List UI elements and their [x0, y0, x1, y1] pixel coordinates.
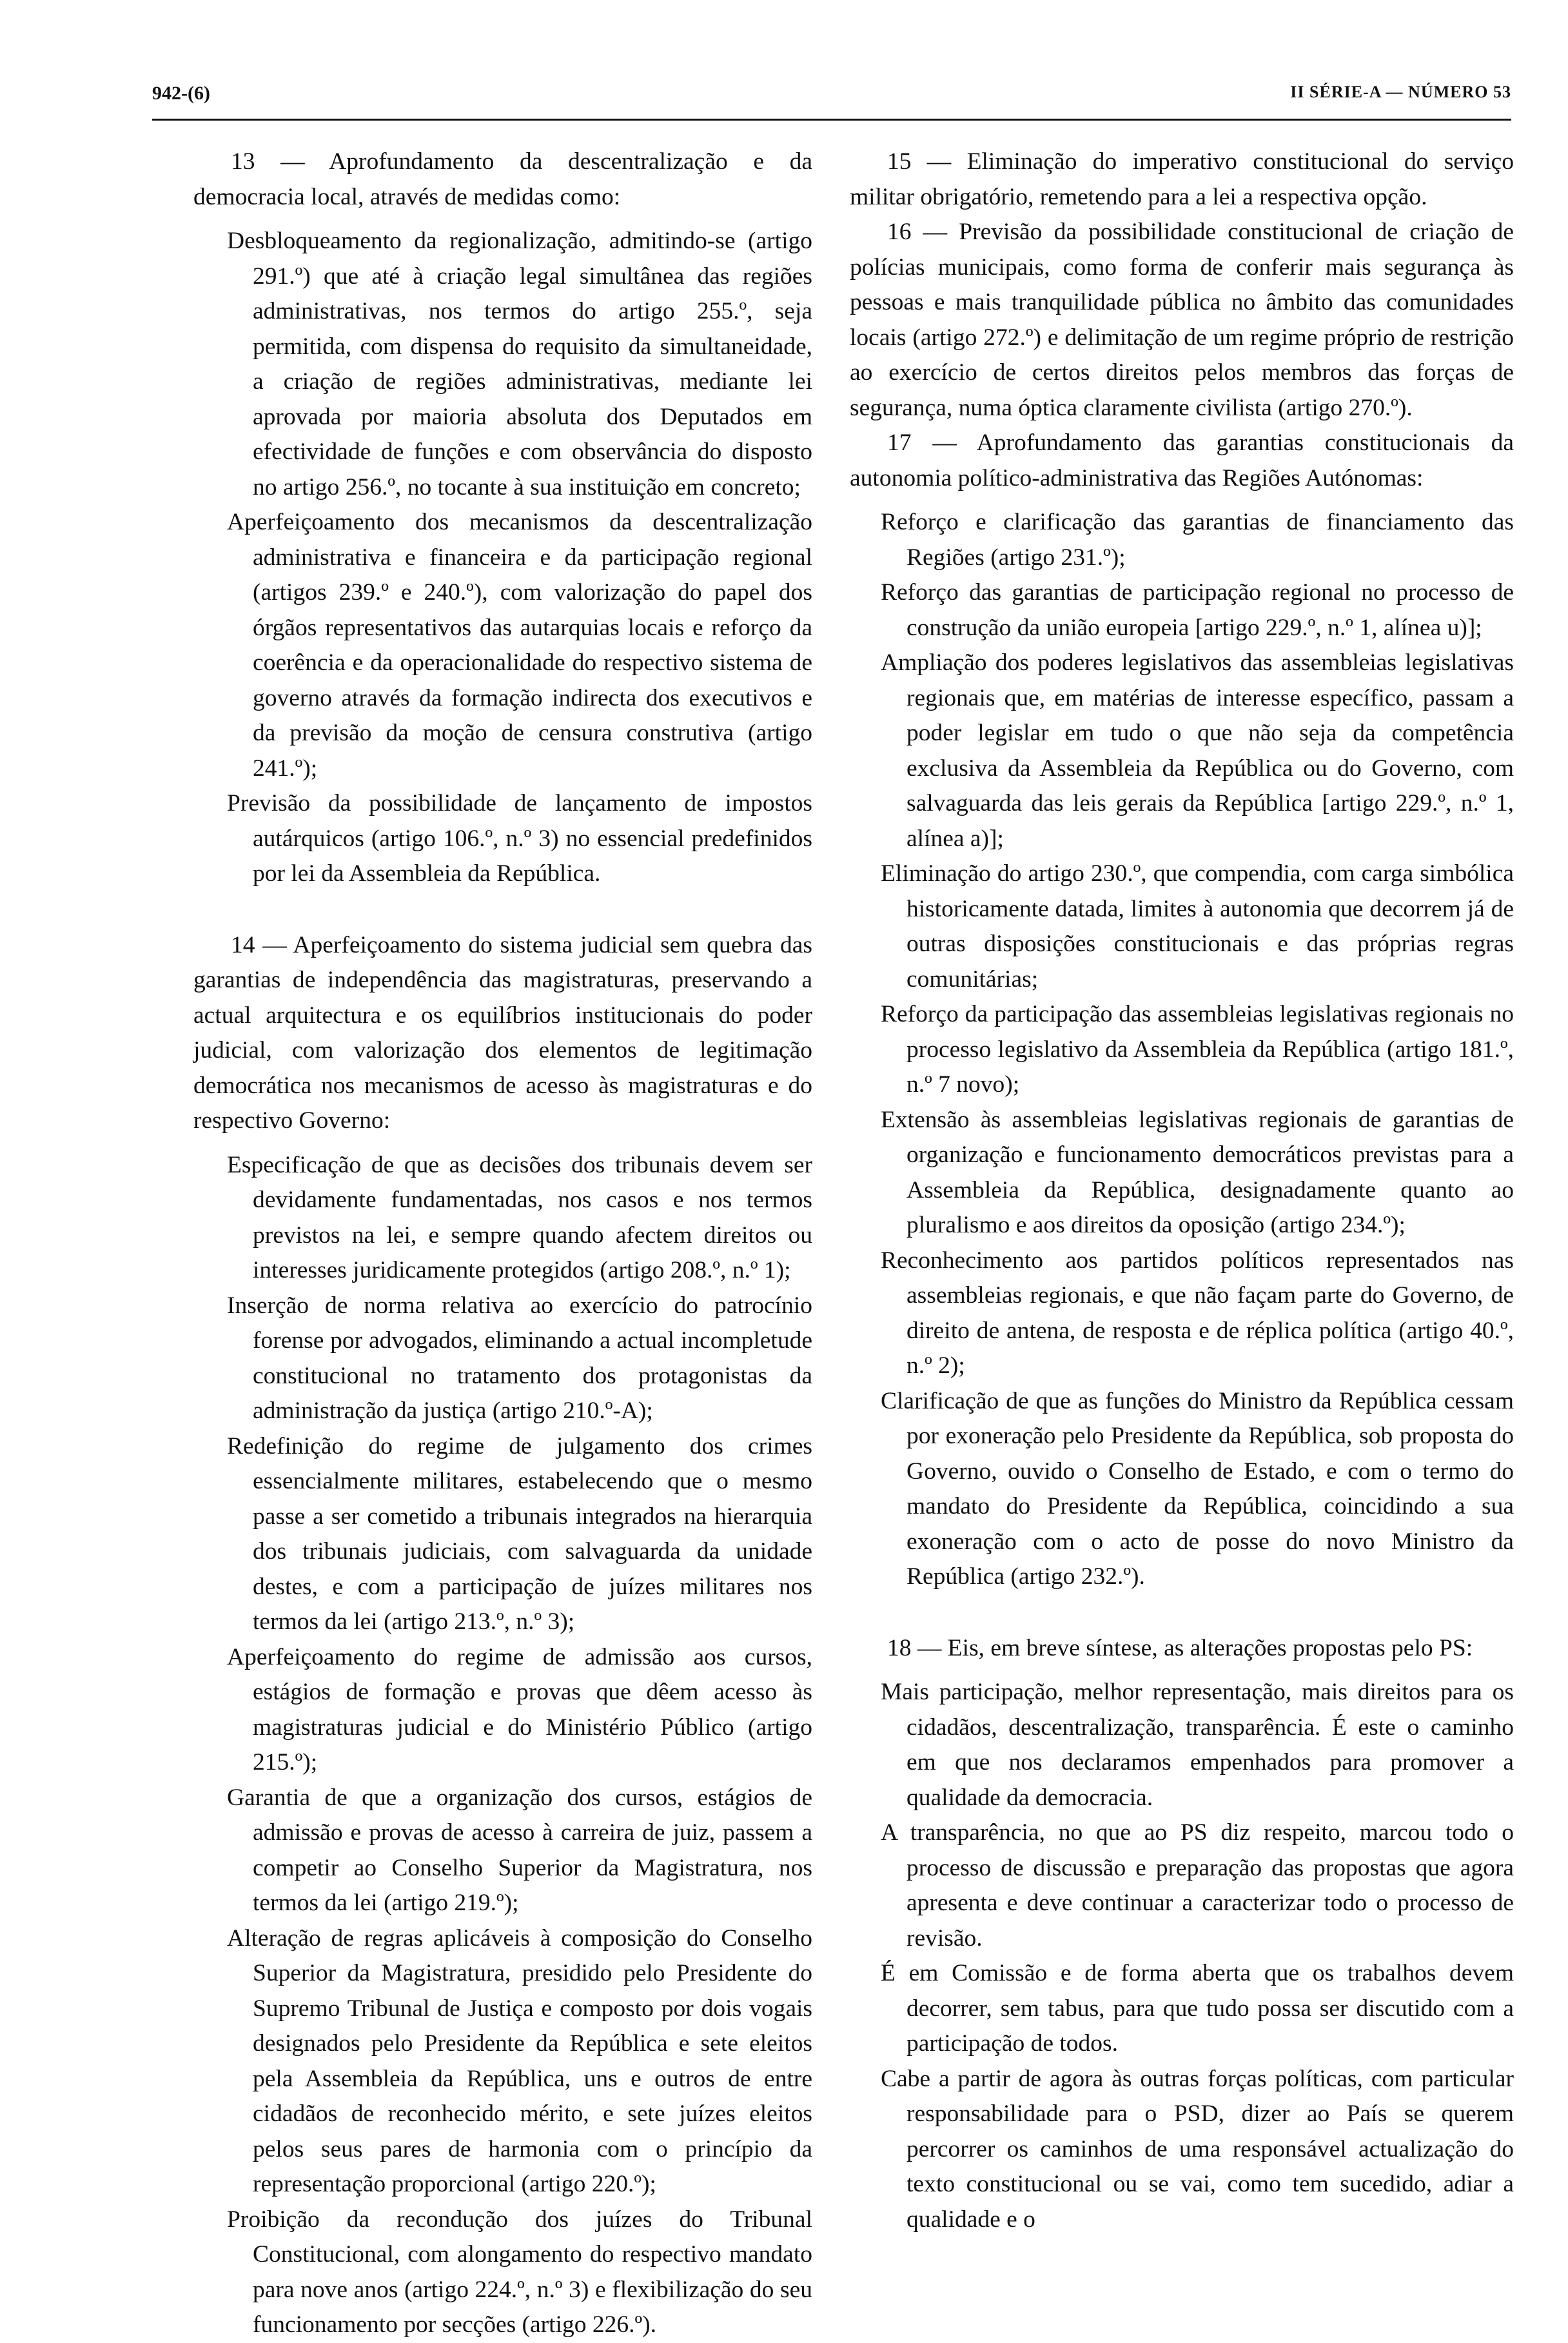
list-item: Inserção de norma relativa ao exercício do patrocínio forense por advogados, eliminando a actual incompletude constitucional no tratamento dos protagonistas da administração da justiça (artigo 210.º-A);	[227, 1292, 812, 1424]
section-17	[850, 426, 1514, 1595]
section-15	[850, 144, 1514, 215]
section-13	[193, 144, 812, 892]
section-15-text: 15 — Eliminação do imperativo constitucional do serviço militar obrigatório, remetendo para a lei a respectiva opção.	[850, 148, 1514, 210]
page-number: 942-(6)	[152, 83, 210, 104]
series-number: II SÉRIE-A — NÚMERO 53	[1290, 83, 1511, 101]
section-gap	[193, 892, 812, 928]
right-column	[850, 144, 1514, 2237]
section-14-intro: 14 — Aperfeiçoamento do sistema judicial sem quebra das garantias de independência das magistraturas, preservando a actual arquitectura e os equilíbrios institucionais do poder judicial, com valorização dos elementos de legitimação democrática nos mecanismos de acesso às magistraturas e do respectivo Governo:	[193, 931, 812, 1134]
section-18-items	[850, 1675, 1514, 2237]
list-item: Ampliação dos poderes legislativos das assembleias legislativas regionais que, em matérias de interesse específico, passam a poder legislar em tudo o que não seja da competência exclusiva da Assembleia da República ou do Governo, com salvaguarda das leis gerais da República [artigo 229.º, n.º 1, alínea a)];	[881, 649, 1514, 852]
section-13-intro: 13 — Aprofundamento da descentralização e da democracia local, através de medidas como:	[193, 148, 812, 210]
list-item: Redefinição do regime de julgamento dos crimes essencialmente militares, estabelecendo que o mesmo passe a ser cometido a tribunais integrados na hierarquia dos tribunais judiciais, com salvaguarda da unidade destes, e com a participação de juízes militares nos termos da lei (artigo 213.º, n.º 3);	[227, 1432, 812, 1635]
left-column	[193, 144, 812, 2343]
list-item: Proibição da recondução dos juízes do Tribunal Constitucional, com alongamento do respectivo mandato para nove anos (artigo 224.º, n.º 3) e flexibilização do seu funcionamento por secções (artigo 226.º).	[227, 2206, 812, 2338]
section-18-intro: 18 — Eis, em breve síntese, as alterações propostas pelo PS:	[887, 1634, 1473, 1661]
list-item: Reforço e clarificação das garantias de financiamento das Regiões (artigo 231.º);	[881, 509, 1514, 571]
list-item: Alteração de regras aplicáveis à composição do Conselho Superior da Magistratura, presidido pelo Presidente do Supremo Tribunal de Justiça e composto por dois vogais designados pelo Presidente da República e sete eleitos pela Assembleia da República, uns e outros de entre cidadãos de reconhecido mérito, e sete juízes eleitos pelos seus pares de harmonia com o princípio da representação proporcional (artigo 220.º);	[227, 1924, 812, 2197]
list-item: Reconhecimento aos partidos políticos representados nas assembleias regionais, e que não façam parte do Governo, de direito de antena, de resposta e de réplica política (artigo 40.º, n.º 2);	[881, 1247, 1514, 1379]
list-item: Previsão da possibilidade de lançamento de impostos autárquicos (artigo 106.º, n.º 3) no essencial predefinidos por lei da Assembleia da República.	[227, 790, 812, 887]
list-item: Eliminação do artigo 230.º, que compendia, com carga simbólica historicamente datada, limites à autonomia que decorrem já de outras disposições constitucionais e das próprias regras comunitárias;	[881, 860, 1514, 993]
section-18	[850, 1631, 1514, 2238]
list-item: Mais participação, melhor representação, mais direitos para os cidadãos, descentralização, transparência. É este o caminho em que nos declaramos empenhados para promover a qualidade da democracia.	[881, 1679, 1514, 1811]
list-item: A transparência, no que ao PS diz respeito, marcou todo o processo de discussão e preparação das propostas que agora apresenta e deve continuar a caracterizar todo o processo de revisão.	[881, 1819, 1514, 1952]
list-item: Desbloqueamento da regionalização, admitindo-se (artigo 291.º) que até à criação legal simultânea das regiões administrativas, nos termos do artigo 255.º, seja permitida, com dispensa do requisito da simultaneidade, a criação de regiões administrativas, mediante lei aprovada por maioria absoluta dos Deputados em efectividade de funções e com observância do disposto no artigo 256.º, no tocante à sua instituição em concreto;	[227, 228, 812, 500]
section-gap	[850, 1595, 1514, 1631]
list-item: Clarificação de que as funções do Ministro da República cessam por exoneração pelo Presidente da República, sob proposta do Governo, ouvido o Conselho de Estado, e com o termo do mandato do Presidente da República, coincidindo a sua exoneração com o acto de posse do novo Ministro da República (artigo 232.º).	[881, 1387, 1514, 1590]
list-item: É em Comissão e de forma aberta que os trabalhos devem decorrer, sem tabus, para que tudo possa ser discutido com a participação de todos.	[881, 1960, 1514, 2057]
section-13-items	[193, 224, 812, 892]
section-17-items	[850, 505, 1514, 1595]
section-14	[193, 928, 812, 2343]
section-16-text: 16 — Previsão da possibilidade constitucional de criação de polícias municipais, como forma de conferir mais segurança às pessoas e mais tranquilidade pública no âmbito das comunidades locais (artigo 272.º) e delimitação de um regime próprio de restrição ao exercício de certos direitos pelos membros das forças de segurança, numa óptica claramente civilista (artigo 270.º).	[850, 219, 1514, 421]
list-item: Extensão às assembleias legislativas regionais de garantias de organização e funcionamento democráticos previstas para a Assembleia da República, designadamente quanto ao pluralismo e aos direitos da oposição (artigo 234.º);	[881, 1106, 1514, 1238]
list-item: Aperfeiçoamento do regime de admissão aos cursos, estágios de formação e provas que dêem acesso às magistraturas judicial e do Ministério Público (artigo 215.º);	[227, 1643, 812, 1775]
list-item: Aperfeiçoamento dos mecanismos da descentralização administrativa e financeira e da participação regional (artigos 239.º e 240.º), com valorização do papel dos órgãos representativos das autarquias locais e reforço da coerência e da operacionalidade do respectivo sistema de governo através da formação indirecta dos executivos e da previsão da moção de censura construtiva (artigo 241.º);	[227, 509, 812, 782]
list-item: Reforço da participação das assembleias legislativas regionais no processo legislativo da Assembleia da República (artigo 181.º, n.º 7 novo);	[881, 1001, 1514, 1098]
section-17-intro: 17 — Aprofundamento das garantias constitucionais da autonomia político-administrativa das Regiões Autónomas:	[850, 430, 1514, 491]
list-item: Cabe a partir de agora às outras forças políticas, com particular responsabilidade para o PSD, dizer ao País se querem percorrer os caminhos de uma responsável actualização do texto constitucional ou se vai, como tem sucedido, adiar a qualidade e o	[881, 2065, 1514, 2233]
page-header	[152, 83, 1511, 121]
list-item: Garantia de que a organização dos cursos, estágios de admissão e provas de acesso à carreira de juiz, passem a competir ao Conselho Superior da Magistratura, nos termos da lei (artigo 219.º);	[227, 1784, 812, 1916]
section-16	[850, 215, 1514, 426]
section-14-items	[193, 1148, 812, 2343]
list-item: Reforço das garantias de participação regional no processo de construção da união europeia [artigo 229.º, n.º 1, alínea u)];	[881, 579, 1514, 641]
list-item: Especificação de que as decisões dos tribunais devem ser devidamente fundamentadas, nos casos e nos termos previstos na lei, e sempre quando afectem direitos ou interesses juridicamente protegidos (artigo 208.º, n.º 1);	[227, 1151, 812, 1283]
